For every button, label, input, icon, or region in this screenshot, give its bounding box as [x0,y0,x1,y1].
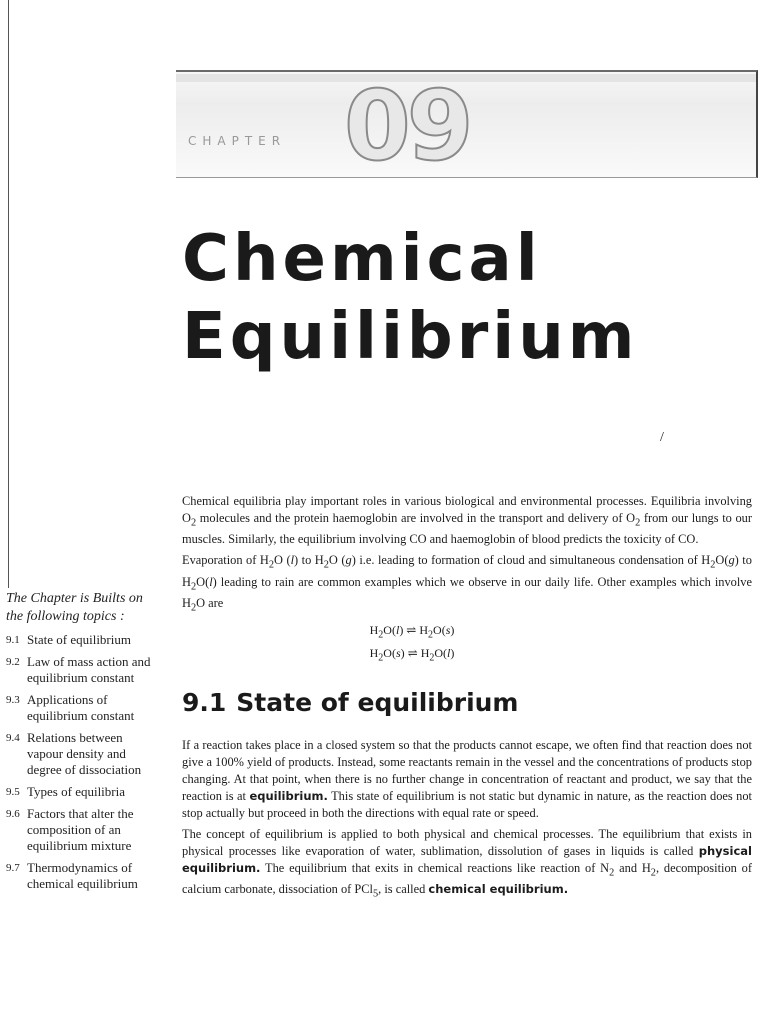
text-run: The equilibrium that exits in chemical reactions like reaction of N [260,861,610,875]
text-run: Evaporation of H [182,553,269,568]
topic-number: 9.6 [6,808,20,820]
subscript: 2 [190,581,197,593]
stray-mark: / [660,430,664,445]
text-run: H [369,646,379,661]
topic-item [6,860,158,892]
text-run: ) [450,646,455,661]
subscript: 2 [710,559,716,571]
chapter-title [182,220,638,376]
subscript: 2 [635,517,641,529]
equation-1 [182,621,642,644]
topic-label: Applications of equilibrium constant [27,692,135,723]
text-run: ) ⇌ H [400,646,430,661]
chapter-title-line-1: Chemical [182,222,542,296]
state-symbol: l [395,622,400,637]
subscript: 5 [372,888,379,900]
chapter-title-line-2: Equilibrium [182,300,639,375]
state-symbol: l [290,553,295,568]
text-run: O( [433,622,446,637]
topic-item [6,730,158,778]
equation-2 [182,644,642,667]
chapter-number: 09 [344,70,470,182]
topic-item [6,654,158,686]
intro-paragraph-2 [182,552,752,616]
subscript: 2 [429,652,435,664]
topic-label: Factors that alter the composition of an equilibrium mixture [27,806,134,853]
topic-number: 9.4 [6,732,20,744]
text-run: If a reaction takes place in a closed system so that the products cannot escape, we often find that reaction does not give a 100% yield of products. Instead, some reactants remain in the vessel and the concentrations of products stop changing. At that point, when there is no further change in concentration of reactant and product, we say that the reaction is at [182,738,752,803]
topic-label: Relations between vapour density and degree of dissociation [27,730,142,777]
bold-term: chemical equilibrium. [428,882,569,897]
topic-number: 9.3 [6,694,20,706]
subscript: 2 [323,559,329,571]
state-symbol: l [209,574,213,589]
bold-term: physical equilibrium. [182,844,752,875]
chapter-banner [176,70,758,182]
text-run: This state of equilibrium is not static but dynamic in nature, as the reaction does not stop actually but proceed in both the directions with equal rate or speed. [182,789,752,820]
text-run: The concept of equilibrium is applied to both physical and chemical processes. The equilibrium that exists in physical processes like evaporation of water, sublimation, dissolution of gases in liquids is called [182,827,752,858]
text-run: ) to H [294,553,324,568]
intro-paragraph-1 [182,493,752,548]
text-run: O( [383,622,396,637]
text-run: O( [715,553,729,568]
subscript: 2 [428,629,434,641]
subscript: 2 [268,559,274,571]
topic-number: 9.5 [6,786,20,798]
topic-label: Types of equilibria [27,784,126,799]
topics-heading-line-1: The Chapter is Builts on [6,591,143,606]
text-run: from our lungs to our muscles. Similarly, the equilibrium involving CO and haemoglobin of blood predicts the toxicity of CO. [182,511,752,547]
text-run: Chemical equilibria play important roles in various biological and environmental processes. Equilibria involving O [182,494,752,525]
section-number: 9.1 [182,688,227,717]
topics-heading-line-2: the following topics : [6,609,125,624]
text-run: and H [614,861,651,875]
topic-label: State of equilibrium [27,632,131,647]
text-run: O ( [328,553,346,568]
section-paragraph-2 [182,826,752,903]
margin-rule [8,0,9,588]
intro-text [182,493,752,668]
text-run: O( [383,646,396,661]
topic-list [6,632,158,892]
subscript: 2 [650,867,656,879]
text-run: molecules and the protein haemoglobin are involved in the transport and delivery of O [196,511,636,525]
text-run: O are [196,596,224,611]
state-symbol: g [728,553,735,568]
topic-label: Thermodynamics of chemical equilibrium [27,860,138,891]
subscript: 2 [190,517,197,529]
text-run: ) leading to rain are common examples which we observe in our daily life. Other examples which involve H [182,574,752,611]
subscript: 2 [609,867,615,879]
bold-term: equilibrium. [249,789,328,803]
topic-number: 9.7 [6,862,20,874]
state-symbol: s [395,646,401,661]
topics-sidebar [6,590,158,898]
topic-item [6,692,158,724]
text-run: , is called [378,882,429,897]
subscript: 2 [190,602,197,614]
text-run: ) to H [182,553,752,589]
topic-number: 9.1 [6,634,20,646]
state-symbol: l [447,646,451,661]
topic-item [6,806,158,854]
topics-heading [6,590,158,626]
section-body [182,737,752,907]
subscript: 2 [378,629,384,641]
chapter-label: CHAPTER [188,134,287,148]
text-run: O( [196,574,210,589]
topic-item [6,784,158,800]
state-symbol: g [345,553,352,568]
section-title: State of equilibrium [236,688,519,717]
text-run: , decomposition of calcium carbonate, dissociation of PCl [182,861,752,897]
state-symbol: s [445,622,451,637]
text-run: ) ⇌ H [399,622,429,637]
section-paragraph-1 [182,737,752,822]
text-run: O( [434,646,448,661]
topic-label: Law of mass action and equilibrium constant [27,654,151,685]
section-heading [182,688,519,717]
text-run: ) i.e. leading to formation of cloud and simultaneous condensation of H [351,553,711,568]
topic-number: 9.2 [6,656,20,668]
text-run: H [369,622,379,637]
text-run: ) [450,622,455,637]
topic-item [6,632,158,648]
subscript: 2 [378,652,384,664]
text-run: O ( [274,553,291,568]
